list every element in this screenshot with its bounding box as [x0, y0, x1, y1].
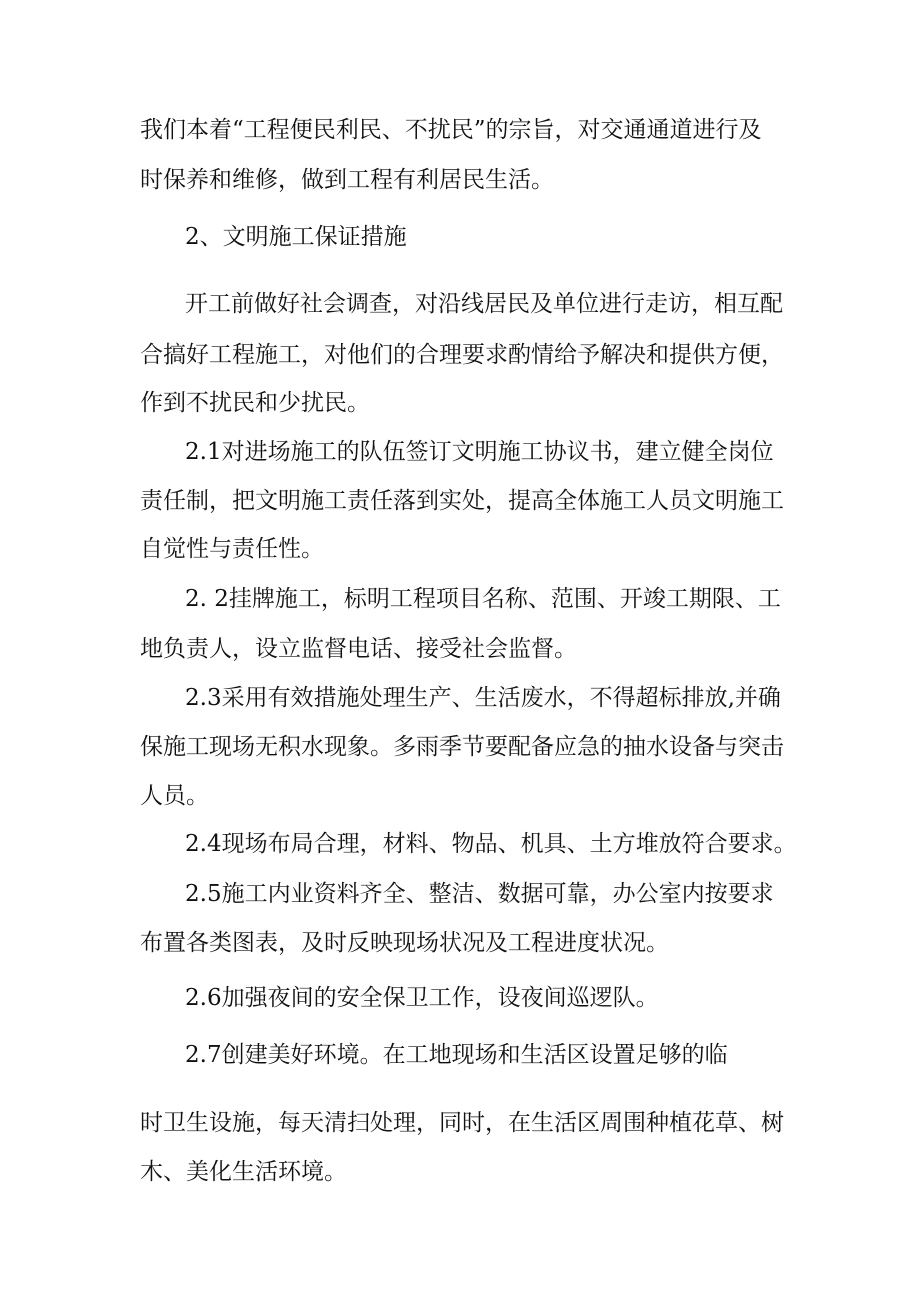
- text-line: 作到不扰民和少扰民。: [140, 390, 370, 416]
- text-line: 2. 2挂牌施工，标明工程项目名称、范围、开竣工期限、工: [185, 586, 781, 612]
- text-line: 地负责人，设立监督电话、接受社会监督。: [140, 636, 577, 662]
- text-line: 人员。: [140, 783, 209, 809]
- text-line: 2.1对进场施工的队伍签订文明施工协议书，建立健全岗位: [185, 439, 774, 465]
- text-line: 时保养和维修，做到工程有利居民生活。: [140, 167, 554, 193]
- text-line: 2.6加强夜间的安全保卫工作，设夜间巡逻队。: [185, 985, 659, 1011]
- text-line: 责任制，把文明施工责任落到实处，提高全体施工人员文明施工: [140, 488, 784, 514]
- text-line: 保施工现场无积水现象。多雨季节要配备应急的抽水设备与突击: [140, 734, 784, 760]
- text-line: 合搞好工程施工，对他们的合理要求酌情给予解决和提供方便，: [140, 342, 784, 368]
- section-heading: 2、文明施工保证措施: [185, 224, 407, 250]
- text-line: 开工前做好社会调查，对沿线居民及单位进行走访，相互配: [185, 291, 783, 317]
- text-line: 2.4现场布局合理，材料、物品、机具、土方堆放符合要求。: [185, 831, 797, 857]
- text-line: 2.7创建美好环境。在工地现场和生活区设置足够的临: [185, 1042, 728, 1068]
- text-line: 自觉性与责任性。: [140, 536, 324, 562]
- text-line: 2.3采用有效措施处理生产、生活废水，不得超标排放,并确: [185, 685, 781, 711]
- text-line: 木、美化生活环境。: [140, 1159, 347, 1185]
- text-line: 我们本着“工程便民利民、不扰民”的宗旨，对交通通道进行及: [140, 117, 762, 143]
- text-line: 2.5施工内业资料齐全、整洁、数据可靠，办公室内按要求: [185, 881, 774, 907]
- text-line: 布置各类图表，及时反映现场状况及工程进度状况。: [140, 930, 669, 956]
- text-line: 时卫生设施，每天清扫处理，同时，在生活区周围种植花草、树: [140, 1110, 784, 1136]
